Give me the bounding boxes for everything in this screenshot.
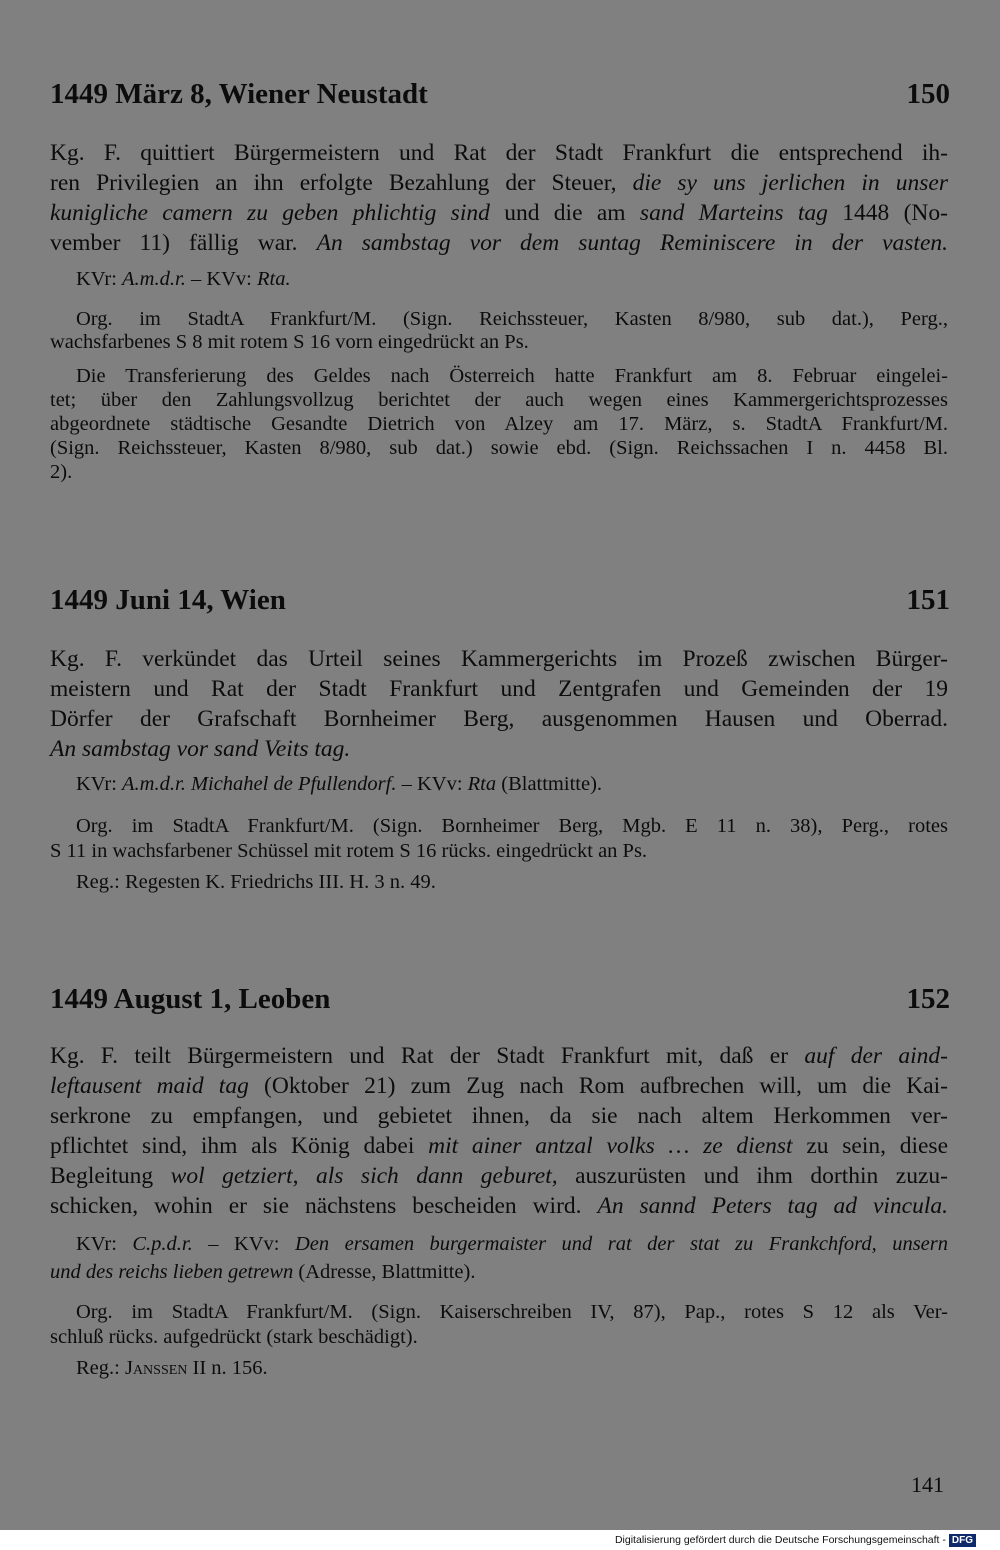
note-line: tet; über den Zahlungsvollzug berichtet der auch wegen eines Kammergerichtsprozesses (50, 389, 948, 411)
regest-line: leftausent maid tag (Oktober 21) zum Zug nach Rom aufbrechen will, um die Kai- (50, 1073, 948, 1099)
note-line: abgeordnete städtische Gesandte Dietrich von Alzey am 17. März, s. StadtA Frankfurt/M. (50, 413, 948, 435)
note-line: Reg.: Janssen II n. 156. (76, 1357, 268, 1379)
regest-line: Begleitung wol getziert, als sich dann geburet, auszurüsten und ihm dorthin zuzu- (50, 1163, 948, 1189)
kanzleivermerk: KVr: A.m.d.r. Michahel de Pfullendorf. – KVv: Rta (Blattmitte). (76, 773, 603, 795)
entry-number: 150 (906, 78, 950, 110)
regest-line: serkrone zu empfangen, und gebietet ihnen, da sie nach altem Herkommen ver- (50, 1103, 948, 1129)
entry-heading: 1449 August 1, Leoben (50, 983, 331, 1015)
kanzleivermerk: KVr: C.p.d.r. – KVv: Den ersamen burgermaister und rat der stat zu Frankchford, unsern (76, 1233, 948, 1255)
note-line: Org. im StadtA Frankfurt/M. (Sign. Bornheimer Berg, Mgb. E 11 n. 38), Perg., rotes (76, 815, 948, 837)
credit-text: Digitalisierung gefördert durch die Deutsche Forschungsgemeinschaft - (614, 1534, 946, 1546)
note-line: (Sign. Reichssteuer, Kasten 8/980, sub dat.) sowie ebd. (Sign. Reichssachen I n. 4458 Bl. (50, 437, 948, 459)
regest-line: schicken, wohin er sie nächstens bescheiden wird. An sannd Peters tag ad vincula. (50, 1193, 949, 1219)
entry-number: 151 (906, 584, 950, 616)
regest-line: vember 11) fällig war. An sambstag vor dem suntag Reminiscere in der vasten. (50, 230, 948, 256)
note-line: Org. im StadtA Frankfurt/M. (Sign. Reichssteuer, Kasten 8/980, sub dat.), Perg., (76, 308, 948, 330)
note-line: 2). (50, 461, 73, 483)
funding-credit (615, 1532, 976, 1548)
regest-line: Dörfer der Grafschaft Bornheimer Berg, ausgenommen Hausen und Oberrad. (50, 706, 948, 732)
note-line: S 11 in wachsfarbener Schüssel mit rotem S 16 rücks. eingedrückt an Ps. (50, 840, 648, 862)
regest-line: Kg. F. verkündet das Urteil seines Kammergerichts im Prozeß zwischen Bürger- (50, 646, 948, 672)
regest-line: Kg. F. teilt Bürgermeistern und Rat der Stadt Frankfurt mit, daß er auf der aind- (50, 1043, 948, 1069)
note-line: Org. im StadtA Frankfurt/M. (Sign. Kaiserschreiben IV, 87), Pap., rotes S 12 als Ver- (76, 1301, 948, 1323)
regest-line: Kg. F. quittiert Bürgermeistern und Rat der Stadt Frankfurt die entsprechend ih- (50, 140, 948, 166)
regest-line: meistern und Rat der Stadt Frankfurt und Zentgrafen und Gemeinden der 19 (50, 676, 948, 702)
regest-line: ren Privilegien an ihn erfolgte Bezahlung der Steuer, die sy uns jerlichen in unser (50, 170, 948, 196)
entry-heading: 1449 März 8, Wiener Neustadt (50, 78, 428, 110)
page-number: 141 (911, 1472, 944, 1497)
note-line: Die Transferierung des Geldes nach Österreich hatte Frankfurt am 8. Februar eingelei- (76, 365, 948, 387)
regest-line: An sambstag vor sand Veits tag. (50, 736, 351, 762)
note-line: wachsfarbenes S 8 mit rotem S 16 vorn eingedrückt an Ps. (50, 331, 529, 353)
dfg-logo-icon: DFG (949, 1534, 976, 1547)
kanzleivermerk: und des reichs lieben getrewn (Adresse, Blattmitte). (50, 1261, 476, 1283)
entry-heading: 1449 Juni 14, Wien (50, 584, 286, 616)
note-line: schluß rücks. aufgedrückt (stark beschädigt). (50, 1326, 418, 1348)
note-line: Reg.: Regesten K. Friedrichs III. H. 3 n. 49. (76, 871, 436, 893)
kanzleivermerk: KVr: A.m.d.r. – KVv: Rta. (76, 268, 291, 290)
entry-number: 152 (906, 983, 950, 1015)
regest-line: kunigliche camern zu geben phlichtig sind und die am sand Marteins tag 1448 (No- (50, 200, 948, 226)
regest-line: pflichtet sind, ihm als König dabei mit ainer antzal volks … ze dienst zu sein, diese (50, 1133, 949, 1159)
